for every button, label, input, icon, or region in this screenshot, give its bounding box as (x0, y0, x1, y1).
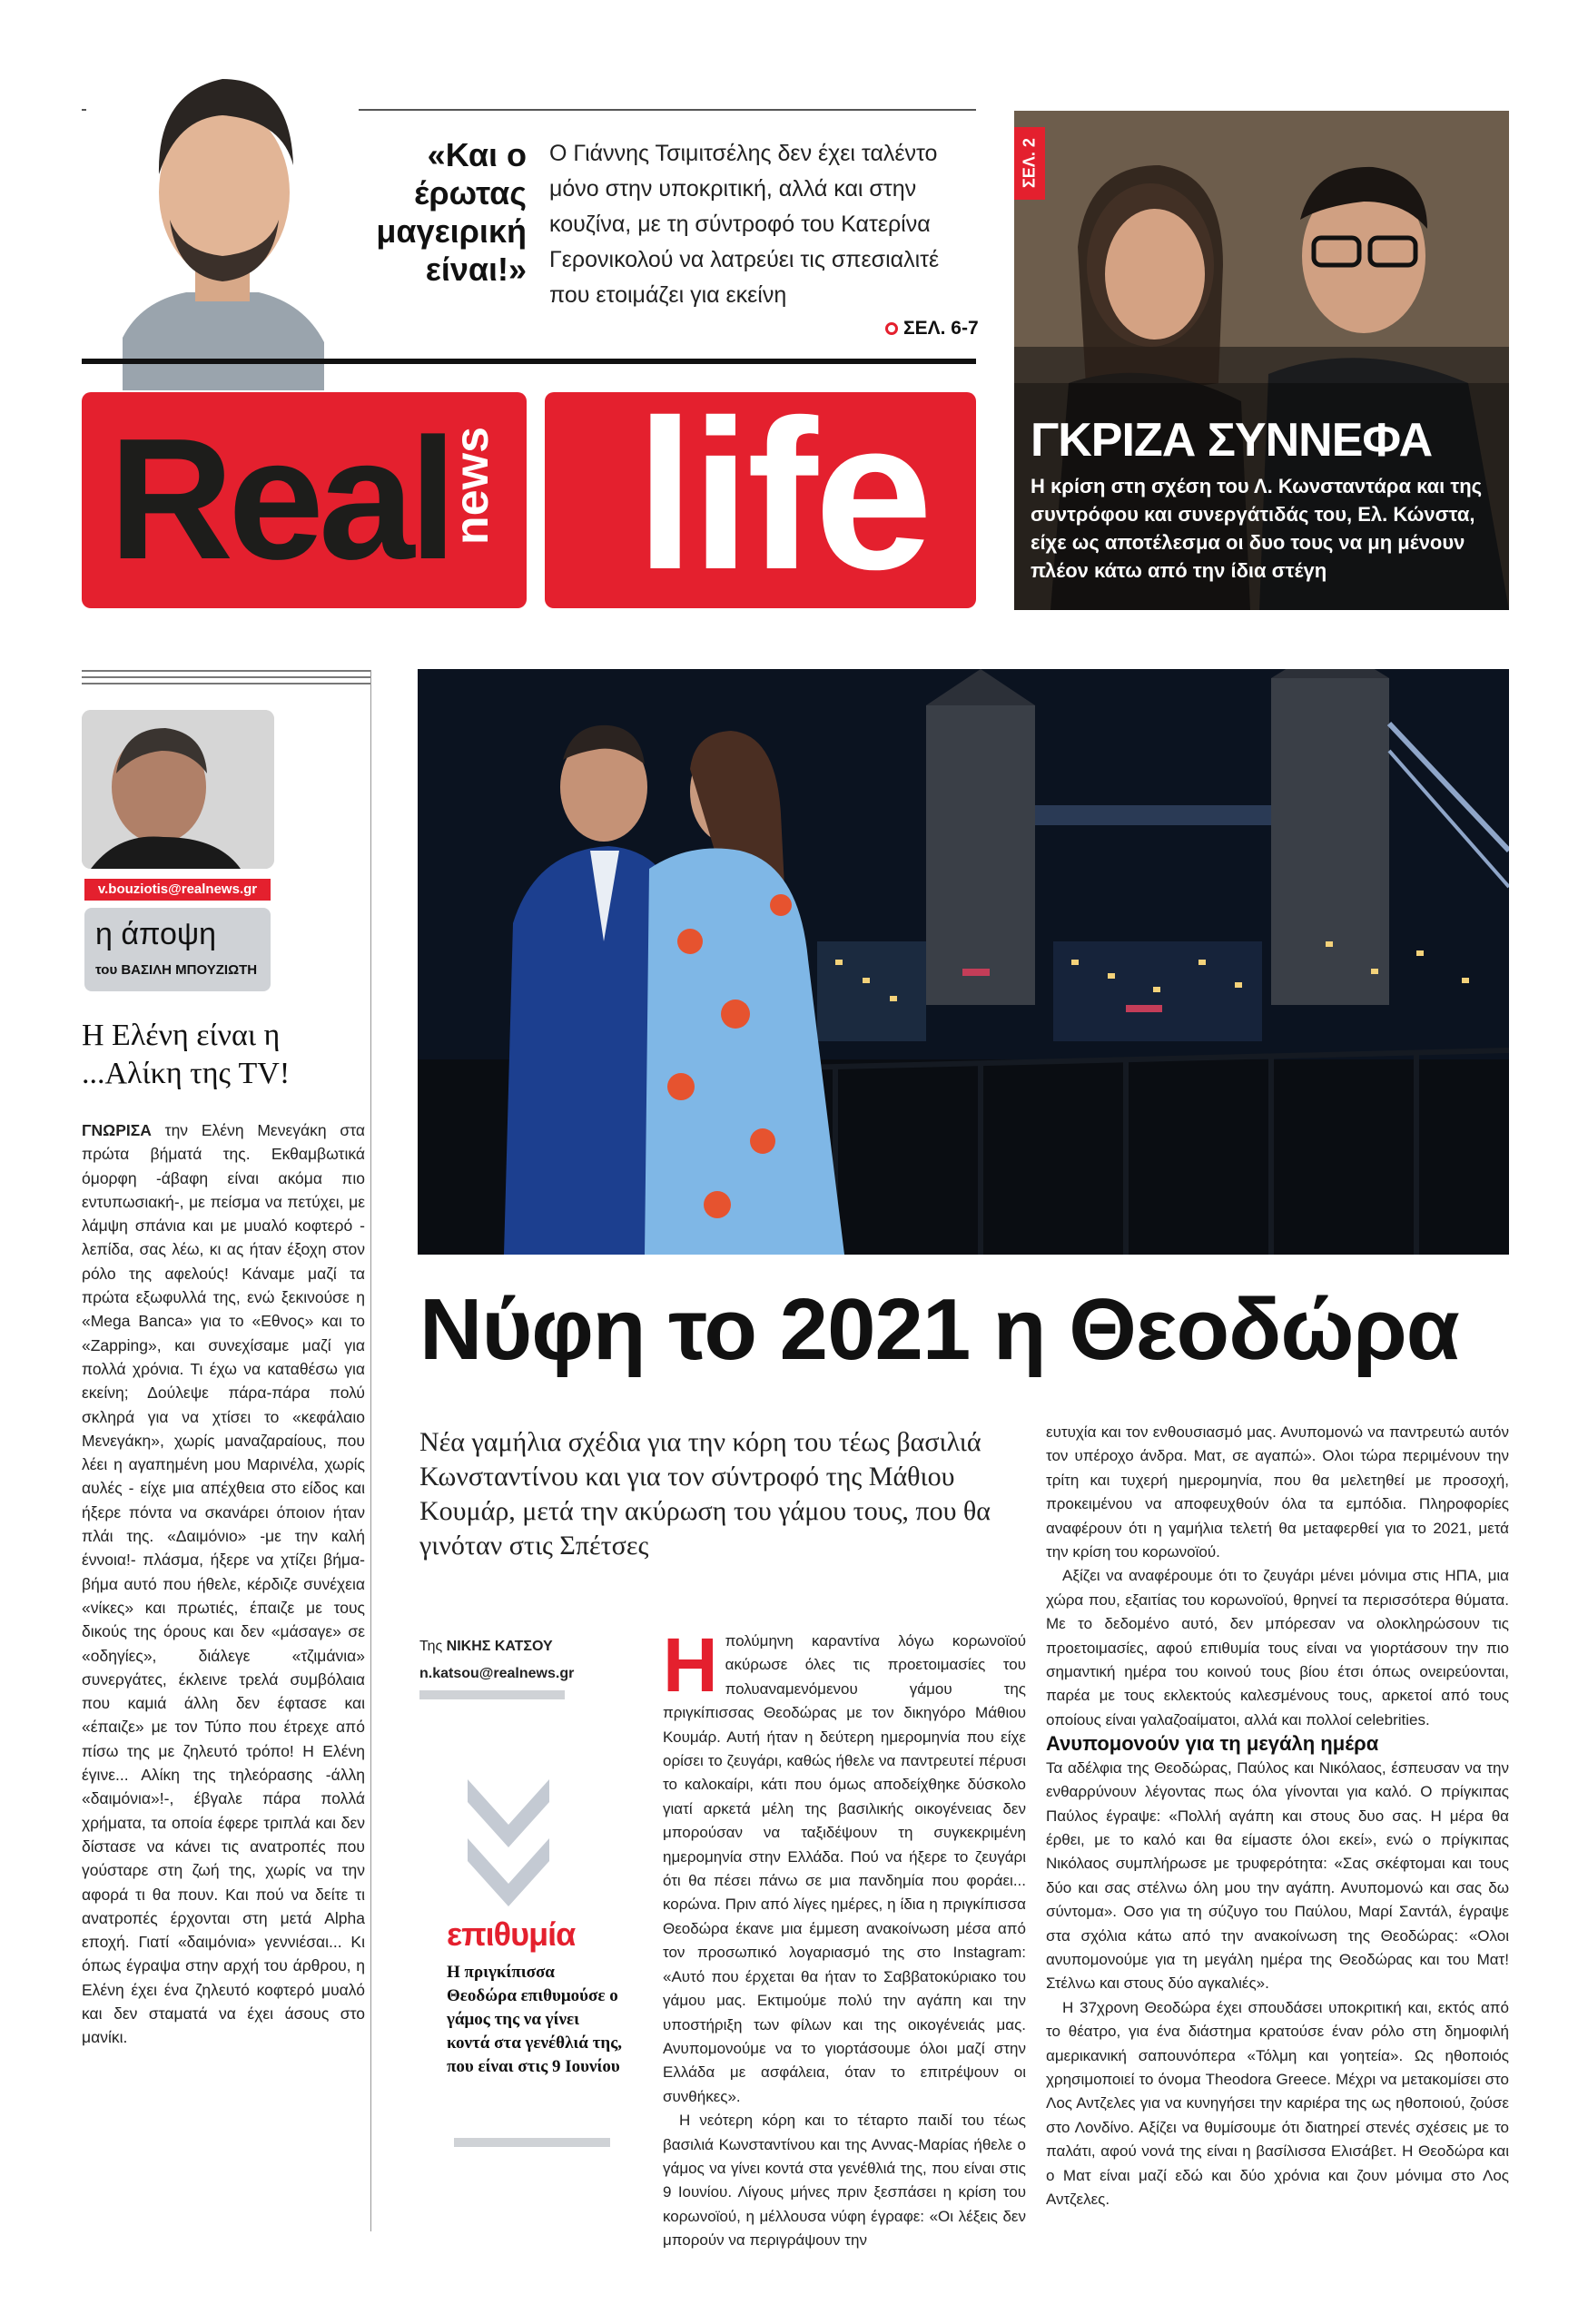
card-page-tag[interactable]: ΣΕΛ. 2 (1014, 127, 1045, 200)
card-text: Η κρίση στη σχέση του Λ. Κωνσταντάρα και της συντρόφου και συνεργάτιδάς του, Ελ. Κώνστα, είχε ως αποτέλεσμα οι δυο τους να μη μένουν πλέον κάτω από την ίδια στέγη (1031, 475, 1483, 582)
article-paragraph: Η 37χρονη Θεοδώρα έχει σπουδάσει υποκριτική και, εκτός από το θέατρο, για ένα διάστημα κρατούσε έναν ρόλο στη δημοφιλή αμερικανική σαπουνόπερα «Τόλμη και γοητεία». Ως ηθοποιός χρησιμοποιεί το όνομα Theodora Greece. Μέχρι να μετακομίσει στο Λος Αντζελες για να κυνηγήσει την καριέρα της ως ηθοποιού, ζούσε στο Λονδίνο. Αξίζει να θυμίσουμε ότι διατηρεί στενές σχέσεις με το παλάτι, αφού νονά της είναι η βασίλισσα Ελισάβετ. Η Θεοδώρα και ο Ματ είναι μαζί εδώ και δύο χρόνια και ζουν μόνιμα στο Λος Αντζελες. (1046, 1998, 1509, 2208)
opinion-author: του ΒΑΣΙΛΗ ΜΠΟΥΖΙΩΤΗ (95, 962, 258, 978)
masthead-news: news (446, 427, 498, 546)
column-headline: Η Ελένη είναι η ...Αλίκη της TV! (82, 1019, 291, 1090)
column-body (82, 1118, 365, 2050)
opinion-section-title: η άποψη (95, 917, 217, 951)
dropcap: Η (663, 1622, 718, 1708)
article-paragraph: Η νεότερη κόρη και το τέταρτο παιδί του τέως βασιλιά Κωνσταντίνου και της Αννας-Μαρίας ήθελε ο γάμος να γίνει κοντά στα γενέθλιά της, που είναι στις 9 Ιουνίου. Λίγους μήνες πριν ξεσπάσει η κρίση του κορωνοϊού, η μέλλουσα νύφη έγραφε: «Οι λέξεις δεν μπορούν να περιγράψουν την (663, 2112, 1026, 2250)
actor-portrait (86, 38, 359, 390)
teaser-page-ref[interactable] (885, 318, 979, 340)
article-paragraph: Τα αδέλφια της Θεοδώρας, Παύλος και Νικόλαος, έσπευσαν να την ενθαρρύνουν λέγοντας πως όλα γίνονται για καλό. Ο πρίγκιπας Παύλος έγραψε: «Πολλή αγάπη και στους δυο σας. Η μέρα θα έρθει, με το καλό και θα είμαστε όλοι εκεί», ενώ ο πρίγκιπας Νικόλαος συμπλήρωσε με τρυφερότητα: «Σας σκέφτομαι και τους δύο και σας στέλνω όλη μου την αγάπη. Ανυπομονώ και σας δω σύντομα». Οσο για τη σύζυγο του Παύλου, Μαρί Σαντάλ, έγραψε στα σχόλια κάτω από την ανακοίνωση της Θεοδώρας: «Ολοι ανυπομονούμε για τη μεγάλη ημέρα της Θεοδώρας και του Ματ! Στέλνω και στους δύο αγκαλιές». (1046, 1758, 1509, 1993)
column-lead: ΓΝΩΡΙΣΑ (82, 1121, 152, 1139)
article-column-1 (663, 1622, 1026, 2253)
page-ref-icon (885, 322, 898, 335)
column-separator (370, 670, 371, 2231)
page-ref-label: ΣΕΛ. 6-7 (903, 318, 979, 339)
article-paragraph (663, 1622, 1026, 2109)
card-title: ΓΚΡΙΖΑ ΣΥΝΝΕΦΑ (1031, 414, 1433, 467)
article-paragraph: ευτυχία και τον ενθουσιασμό μας. Ανυπομονώ να παντρευτώ αυτόν τον υπέροχο άνδρα. Ματ, σε αγαπώ». Ολοι τώρα περιμένουν την τρίτη και τυχερή ημερομηνία, που θα μελετηθεί με προσοχή, προκειμένου να αποφευχθούν όλα τα εμπόδια. Πληροφορίες αναφέρουν ότι η γαμήλια τελετή θα μεταφερθεί για το 2021, μετά την κρίση του κορωνοϊού. (1046, 1423, 1509, 1561)
teaser-bottom-rule (82, 359, 976, 364)
article-column-2 (1046, 1421, 1509, 2211)
columnist-email[interactable]: v.bouziotis@realnews.gr (84, 879, 271, 901)
masthead-real: Real (109, 403, 452, 596)
byline-rule (419, 1690, 565, 1699)
sidebar-title: επιθυμία (447, 1915, 576, 1953)
byline-name: ΝΙΚΗΣ ΚΑΤΣΟΥ (446, 1639, 553, 1654)
byline (419, 1639, 553, 1655)
sidebar-text: Η πριγκίπισσα Θεοδώρα επιθυμούσε ο γάμος της να γίνει κοντά στα γενέθλιά της, που είναι στις 9 Ιουνίου (447, 1963, 622, 2076)
paragraph-text: πολύμηνη καραντίνα λόγω κορωνοϊού ακύρωσε όλες τις προετοιμασίες του πολυαναμενόμενου γάμου της πριγκίπισσας Θεοδώρας με τον δικηγόρο Μάθιου Κουμάρ. Αυτή ήταν η δεύτερη ημερομηνία που είχε ορίσει το ζευγάρι, καθώς ήθελε να παντρευτεί πέρυσι το καλοκαίρι, κάτι που όμως αποδείχθηκε δύσκολο γιατί αρκετά μέλη της βασιλικής οικογένειας δεν μπορούσαν να ταξιδέψουν τη συγκεκριμένη ημερομηνία στην Ελλάδα. Πού να ήξερε το ζευγάρι ότι θα πέσει πάνω σε μια πανδημία που φοράει... κορώνα. Πριν από λίγες ημέρες, η ίδια η πριγκίπισσα Θεοδώρα έκανε μια έμμεση ανακοίνωση μέσα από τον προσωπικό λογαριασμό της στο Instagram: «Αυτό που έρχεται θα ήταν το Σαββατοκύριακο του γάμου μας. Εκτιμούμε πολύ την αγάπη και την υποστήριξη των φίλων και της οικογένειάς μας. Ανυπομονούμε να το γιορτάσουμε όλοι μαζί στην Ελλάδα με ασφάλεια, όταν το επιτρέψουν οι συνθήκες». (663, 1632, 1026, 2105)
columnist-photo (82, 710, 274, 869)
teaser-text: Ο Γιάννης Τσιμιτσέλης δεν έχει ταλέντο μόνο στην υποκριτική, αλλά και στην κουζίνα, με τη σύντροφό του Κατερίνα Γερονικολού να λατρεύει τις σπεσιαλιτέ που ετοιμάζει για εκείνη (549, 141, 940, 308)
article-subhead: Ανυπομονούν για τη μεγάλη ημέρα (1046, 1732, 1379, 1756)
chevron-down-icon (463, 1775, 554, 1911)
byline-email[interactable]: n.katsou@realnews.gr (419, 1666, 575, 1681)
main-photo (418, 669, 1509, 1255)
column-text: την Ελένη Μενεγάκη στα πρώτα βήματά της. Εκθαμβωτικά όμορφη -άβαφη είναι ακόμα πιο εντυπωσιακή-, με πείσμα να πετύχει, με λάμψη σπάνια και με μυαλό κοφτερό - λεπίδα, σας λέω, κι ας ήταν έξοχη στον ρόλο της αφελούς! Κάναμε μαζί τα πρώτα εξωφυλλά της, ενώ ξεκινούσε η «Mega Banca» για το «Εθνος» και το «Zapping», και συνεχίσαμε μαζί για πολλά χρόνια. Τι έχω να καταθέσω για εκείνη; Δούλεψε πάρα-πάρα πολύ σκληρά για να χτίσει το «κεφάλαιο Μενεγάκη», χωρίς μαναζαραίους, που λέει η αγαπημένη μου Μαρινέλα, χωρίς αυλές - είχε μια απέχθεια στο είδος και ήξερε πόντα να σκανάρει όποιον ήταν πλάι της. «Δαιμόνιο» -με την καλή έννοια!- πλάσμα, ήξερε να χτίζει βήμα-βήμα αυτό που ήθελε, κέρδιζε συνέχεια «νίκες» και πρωτιές, έπαιζε με τους δικούς της όρους και δεν «μάσαγε» σε «οδηγίες», διάλεγε «τζιμάνια» συνεργάτες, έκλεινε τρελά συμβόλαια που καμιά άλλη δεν έφτασε και «έπαιζε» με τον Τύπο που έτρεχε από πίσω της με ζηλευτό τρόπο! Η Ελένη έγινε... Αλίκη της τηλεόρασης -άλλη «δαιμόνια»!-, έβγαλε πάρα πολλά χρήματα, τα οποία έφερε τριπλά και δεν δίστασε να κάνει τις ανατροπές που γούσταρε στη ζωή της, χωρίς να την αφορά τι θα πουν. Και πού να δείτε τι ανατροπές έρχονται στη μετά Alpha εποχή. Γιατί «δαιμόνια» γεννιέσαι... Κι όπως έγραψα στην αρχή του άρθρου, η Ελένη έχει ένα ζηλευτό κοφτερό μυαλό και δεν σταματά να έχει άσους στο μανίκι. (82, 1121, 365, 2047)
sidebar-rule (454, 2138, 610, 2147)
article-paragraph: Αξίζει να αναφέρουμε ότι το ζευγάρι μένει μόνιμα στις ΗΠΑ, μια χώρα που, εξαιτίας του κορωνοϊού, θρηνεί τα περισσότερα θύματα. Με το δεδομένο αυτό, δεν μπόρεσαν να ολοκληρώσουν τις προετοιμασίες, αφού επιθυμία τους είναι να γιορτάσουν την πιο σημαντική ημέρα του κοινού τους βίου έτσι όπως ονειρεύονται, παρέα με τους εκλεκτούς καλεσμένους τους, αρκετοί από τους οποίους είναι γαλαζοαίματοι, αλλά και πολλοί celebrities. (1046, 1567, 1509, 1728)
masthead-life: life (636, 375, 930, 614)
article-headline: Νύφη το 2021 η Θεοδώρα (419, 1281, 1459, 1378)
byline-prefix: Της (419, 1639, 447, 1654)
column-top-rules (82, 670, 370, 689)
article-deck: Νέα γαμήλια σχέδια για την κόρη του τέως βασιλιά Κωνσταντίνου και για τον σύντροφό της Μάθιου Κουμάρ, μετά την ακύρωση του γάμου τους, που θα γινόταν στις Σπέτσες (419, 1427, 991, 1561)
teaser-quote: «Και ο έρωτας μαγειρική είναι!» (376, 136, 527, 288)
